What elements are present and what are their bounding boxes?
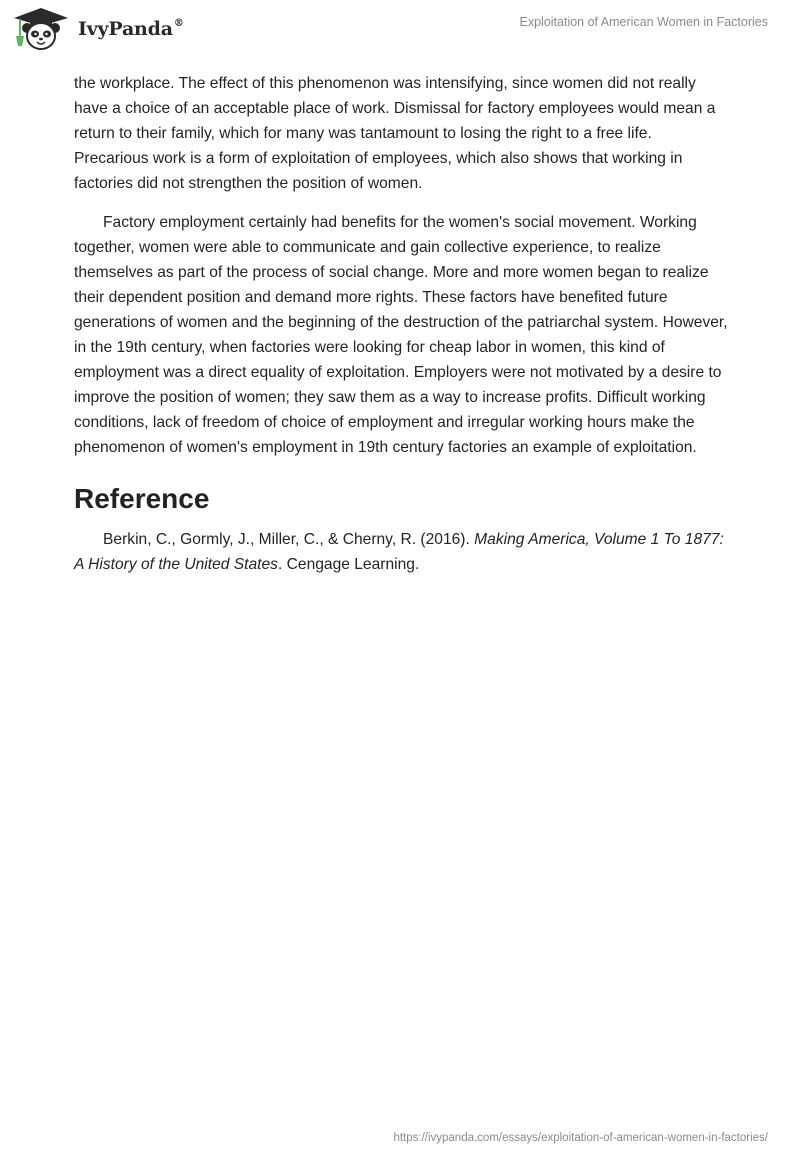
document-title: Exploitation of American Women in Factories <box>519 15 768 29</box>
reference-book-title: Making America, Volume 1 To 1877: A History of the United States <box>74 531 724 573</box>
reference-publisher: . Cengage Learning. <box>277 556 420 573</box>
essay-content <box>74 71 730 577</box>
page-header <box>0 0 800 70</box>
registered-mark: ® <box>173 17 184 29</box>
body-paragraph: the workplace. The effect of this phenomenon was intensifying, since women did not really have a choice of an acceptable place of work. Dismissal for factory employees would mean a return to their family, which for many was tantamount to losing the right to a free life. Precarious work is a form of exploitation of employees, which also shows that working in factories did not strengthen the position of women. <box>74 75 716 192</box>
body-paragraph: Factory employment certainly had benefits for the women's social movement. Working together, women were able to communicate and gain collective experience, to realize themselves as part of the process of social change. More and more women began to realize their dependent position and demand more rights. These factors have benefited future generations of women and the beginning of the destruction of the patriarchal system. However, in the 19th century, when factories were looking for cheap labor in women, this kind of employment was a direct equality of exploitation. Employers were not motivated by a desire to improve the position of women; they saw them as a way to increase profits. Difficult working conditions, lack of freedom of choice of employment and irregular working hours make the phenomenon of women's employment in 19th century factories an example of exploitation. <box>74 214 728 456</box>
reference-heading: Reference <box>74 483 210 514</box>
source-url-link[interactable]: https://ivypanda.com/essays/exploitation-of-american-women-in-factories/ <box>393 1132 768 1144</box>
brand-name: IvyPanda® <box>78 17 184 40</box>
reference-entry <box>74 527 730 577</box>
panda-graduate-icon <box>12 6 70 52</box>
ivypanda-logo[interactable] <box>12 6 184 52</box>
reference-authors: Berkin, C., Gormly, J., Miller, C., & Cherny, R. (2016). <box>103 531 475 548</box>
